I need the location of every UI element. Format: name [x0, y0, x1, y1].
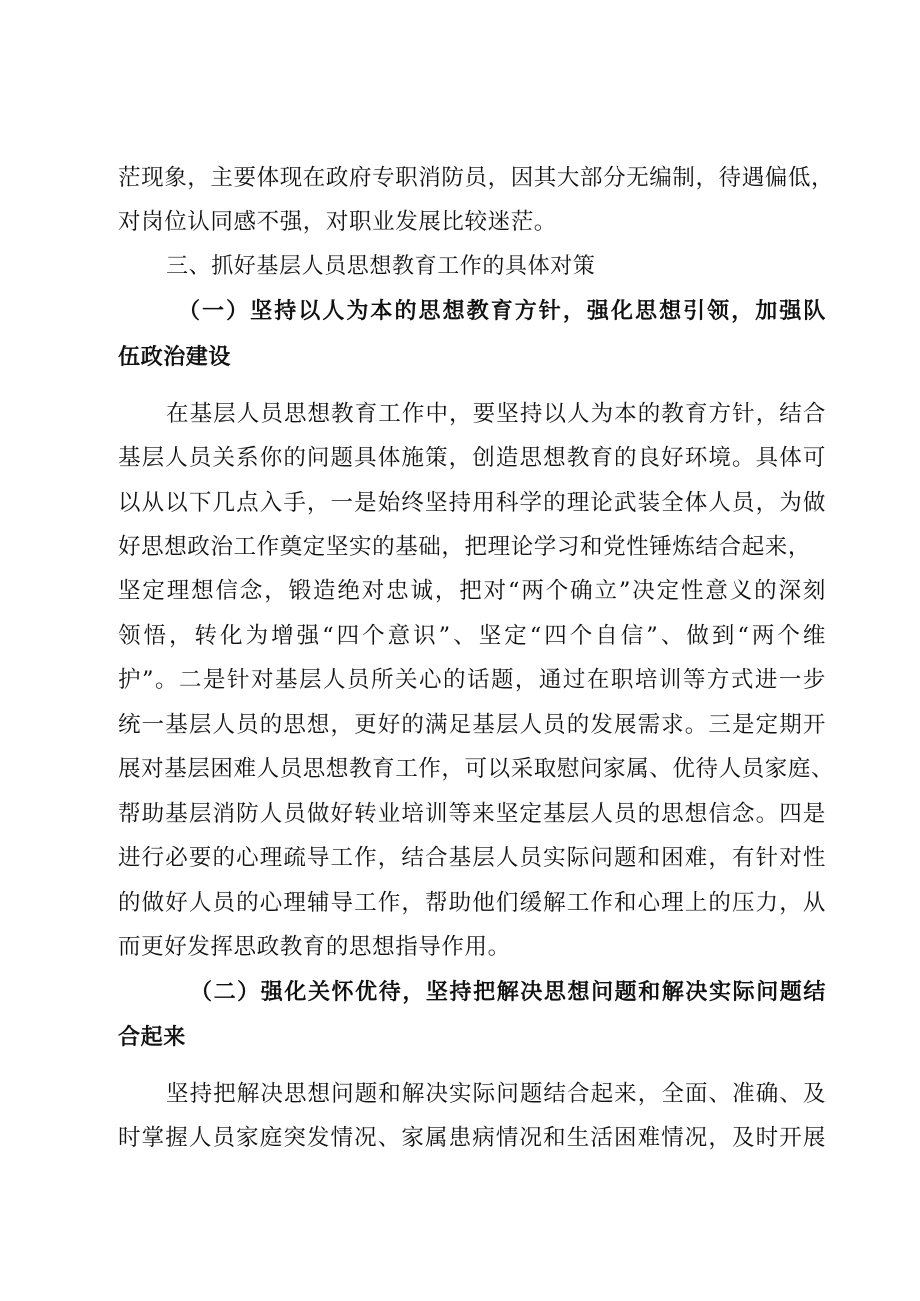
- paragraph-line: 展对基层困难人员思想教育工作，可以采取慰问家属、优待人员家庭、: [118, 756, 835, 782]
- paragraph-line: 坚持把解决思想问题和解决实际问题结合起来，全面、准确、及: [166, 1081, 826, 1107]
- subsection-heading: 伍政治建设: [118, 345, 232, 370]
- subsection-heading: 合起来: [118, 1025, 186, 1050]
- paragraph-line: 在基层人员思想教育工作中，要坚持以人为本的教育方针，结合: [166, 401, 826, 427]
- paragraph-line: 进行必要的心理疏导工作，结合基层人员实际问题和困难，有针对性: [118, 845, 826, 871]
- paragraph-line: 统一基层人员的思想，更好的满足基层人员的发展需求。三是定期开: [118, 712, 826, 738]
- paragraph-line: 帮助基层消防人员做好转业培训等来坚定基层人员的思想信念。四是: [118, 801, 826, 827]
- paragraph-line: 领悟，转化为增强“四个意识”、坚定“四个自信”、做到“两个维: [118, 623, 826, 649]
- subsection-heading: （二）强化关怀优待，坚持把解决思想问题和解决实际问题结: [190, 980, 826, 1005]
- paragraph-line: 时掌握人员家庭突发情况、家属患病情况和生活困难情况，及时开展: [118, 1125, 826, 1151]
- paragraph-line: 护”。二是针对基层人员所关心的话题，通过在职培训等方式进一步: [118, 667, 826, 693]
- paragraph-line: 对岗位认同感不强，对职业发展比较迷茫。: [118, 209, 557, 235]
- paragraph-line: 坚定理想信念，锻造绝对忠诚，把对“两个确立”决定性意义的深刻: [118, 578, 826, 604]
- paragraph-line: 基层人员关系你的问题具体施策，创造思想教育的良好环境。具体可: [118, 445, 826, 471]
- paragraph-line: 而更好发挥思政教育的思想指导作用。: [118, 934, 511, 960]
- paragraph-line: 以从以下几点入手，一是始终坚持用科学的理论武装全体人员，为做: [118, 490, 826, 516]
- paragraph-line: 好思想政治工作奠定坚实的基础，把理论学习和党性锤炼结合起来，: [118, 534, 812, 560]
- subsection-heading: （一）坚持以人为本的思想教育方针，强化思想引领，加强队: [178, 299, 826, 324]
- section-heading: 三、抓好基层人员思想教育工作的具体对策: [166, 254, 596, 279]
- paragraph-line: 茫现象，主要体现在政府专职消防员，因其大部分无编制，待遇偏低，: [118, 165, 835, 191]
- paragraph-line: 的做好人员的心理辅导工作，帮助他们缓解工作和心理上的压力，从: [118, 890, 826, 916]
